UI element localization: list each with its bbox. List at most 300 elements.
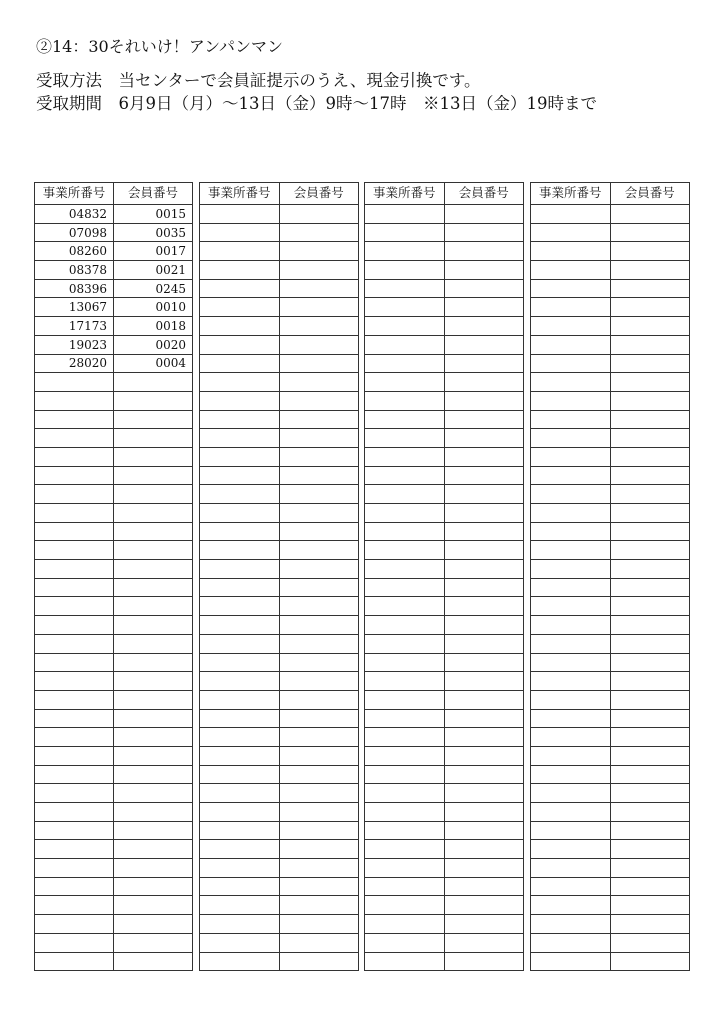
member-number-cell: [279, 279, 359, 298]
office-number-cell: [531, 429, 611, 448]
office-number-cell: [200, 784, 280, 803]
office-number-cell: [200, 896, 280, 915]
member-number-cell: [279, 466, 359, 485]
table-row: [365, 578, 524, 597]
member-number-cell: [444, 728, 524, 747]
office-number-cell: [531, 672, 611, 691]
member-number-cell: [279, 616, 359, 635]
member-number-cell: [610, 522, 690, 541]
member-number-cell: [444, 373, 524, 392]
member-number-cell: [610, 746, 690, 765]
table-row: [200, 466, 359, 485]
table-row: [365, 410, 524, 429]
member-number-cell: [114, 840, 193, 859]
member-number-cell: [444, 746, 524, 765]
column-header-member-number: 会員番号: [279, 183, 359, 205]
member-number-cell: [610, 859, 690, 878]
table-row: [531, 560, 690, 579]
member-number-cell: [279, 803, 359, 822]
table-row: [35, 784, 193, 803]
member-number-cell: [444, 298, 524, 317]
office-number-cell: [531, 877, 611, 896]
member-number-cell: [279, 485, 359, 504]
member-number-cell: [610, 672, 690, 691]
table-row: [531, 933, 690, 952]
office-number-cell: [531, 616, 611, 635]
member-number-cell: [444, 354, 524, 373]
member-number-cell: [610, 896, 690, 915]
office-number-cell: [531, 261, 611, 280]
table-row: [365, 859, 524, 878]
member-number-cell: [279, 597, 359, 616]
member-number-cell: [279, 933, 359, 952]
table-row: [35, 373, 193, 392]
member-number-cell: [610, 541, 690, 560]
member-number-cell: [610, 298, 690, 317]
table-row: [200, 728, 359, 747]
table-row: [200, 877, 359, 896]
office-number-cell: [200, 859, 280, 878]
winners-table-2: [199, 182, 359, 971]
table-row: [35, 447, 193, 466]
member-number-cell: [279, 952, 359, 971]
office-number-cell: [200, 391, 280, 410]
office-number-cell: [200, 466, 280, 485]
table-row: [35, 205, 193, 224]
table-header-row: [35, 183, 193, 205]
member-number-cell: [444, 391, 524, 410]
office-number-cell: 08260: [35, 242, 114, 261]
table-row: [35, 859, 193, 878]
table-row: [531, 784, 690, 803]
office-number-cell: [365, 821, 445, 840]
office-number-cell: [200, 242, 280, 261]
office-number-cell: 17173: [35, 317, 114, 336]
member-number-cell: [279, 317, 359, 336]
table-row: [531, 279, 690, 298]
office-number-cell: [365, 634, 445, 653]
member-number-cell: [610, 223, 690, 242]
table-row: [35, 821, 193, 840]
office-number-cell: [200, 653, 280, 672]
member-number-cell: [114, 765, 193, 784]
office-number-cell: [365, 746, 445, 765]
office-number-cell: [531, 541, 611, 560]
office-number-cell: [35, 410, 114, 429]
office-number-cell: [35, 840, 114, 859]
table-row: [365, 205, 524, 224]
member-number-cell: [114, 915, 193, 934]
table-row: [531, 485, 690, 504]
member-number-cell: [610, 915, 690, 934]
office-number-cell: [35, 634, 114, 653]
office-number-cell: [200, 728, 280, 747]
office-number-cell: [35, 485, 114, 504]
office-number-cell: [35, 429, 114, 448]
column-header-office-number: 事業所番号: [200, 183, 280, 205]
table-row: [200, 653, 359, 672]
office-number-cell: [365, 242, 445, 261]
office-number-cell: [531, 335, 611, 354]
office-number-cell: [35, 466, 114, 485]
table-row: [365, 466, 524, 485]
member-number-cell: [444, 522, 524, 541]
office-number-cell: [365, 541, 445, 560]
table-row: [365, 223, 524, 242]
table-row: [531, 821, 690, 840]
office-number-cell: [531, 690, 611, 709]
office-number-cell: [531, 391, 611, 410]
member-number-cell: [610, 597, 690, 616]
office-number-cell: [531, 597, 611, 616]
table-row: [200, 205, 359, 224]
member-number-cell: 0021: [114, 261, 193, 280]
office-number-cell: [200, 522, 280, 541]
office-number-cell: [531, 821, 611, 840]
member-number-cell: [444, 933, 524, 952]
table-row: [200, 578, 359, 597]
member-number-cell: [610, 952, 690, 971]
office-number-cell: [200, 915, 280, 934]
table-row: [531, 728, 690, 747]
table-row: [531, 765, 690, 784]
office-number-cell: [365, 466, 445, 485]
office-number-cell: [531, 952, 611, 971]
office-number-cell: [365, 522, 445, 541]
member-number-cell: [114, 821, 193, 840]
table-row: [35, 298, 193, 317]
pickup-period: 受取期間 6月9日（月）～13日（金）9時～17時 ※13日（金）19時まで: [36, 94, 597, 113]
office-number-cell: [35, 541, 114, 560]
member-number-cell: [279, 859, 359, 878]
table-row: [35, 896, 193, 915]
office-number-cell: [365, 373, 445, 392]
office-number-cell: [365, 410, 445, 429]
table-row: [200, 616, 359, 635]
member-number-cell: [279, 242, 359, 261]
table-row: [35, 765, 193, 784]
member-number-cell: [279, 504, 359, 523]
table-row: [365, 952, 524, 971]
table-row: [200, 279, 359, 298]
office-number-cell: [200, 373, 280, 392]
member-number-cell: [279, 373, 359, 392]
office-number-cell: [200, 616, 280, 635]
table-row: [200, 373, 359, 392]
member-number-cell: [279, 261, 359, 280]
office-number-cell: [200, 634, 280, 653]
member-number-cell: [610, 504, 690, 523]
member-number-cell: [279, 354, 359, 373]
table-row: [200, 242, 359, 261]
member-number-cell: [444, 877, 524, 896]
table-row: [531, 746, 690, 765]
member-number-cell: [279, 672, 359, 691]
table-row: [365, 616, 524, 635]
office-number-cell: [365, 335, 445, 354]
table-row: [35, 335, 193, 354]
office-number-cell: [365, 223, 445, 242]
column-header-member-number: 会員番号: [610, 183, 690, 205]
table-row: [365, 504, 524, 523]
table-row: [200, 709, 359, 728]
office-number-cell: [200, 410, 280, 429]
office-number-cell: [35, 877, 114, 896]
member-number-cell: [610, 317, 690, 336]
office-number-cell: [200, 223, 280, 242]
member-number-cell: [444, 784, 524, 803]
office-number-cell: [200, 298, 280, 317]
table-row: [531, 504, 690, 523]
member-number-cell: [444, 504, 524, 523]
member-number-cell: [610, 242, 690, 261]
office-number-cell: [200, 803, 280, 822]
member-number-cell: [114, 560, 193, 579]
member-number-cell: [279, 522, 359, 541]
table-row: [531, 915, 690, 934]
office-number-cell: [200, 597, 280, 616]
table-row: [365, 672, 524, 691]
member-number-cell: [114, 373, 193, 392]
office-number-cell: [365, 447, 445, 466]
member-number-cell: [279, 877, 359, 896]
office-number-cell: [365, 279, 445, 298]
member-number-cell: [444, 261, 524, 280]
member-number-cell: [114, 877, 193, 896]
member-number-cell: [114, 784, 193, 803]
table-row: [200, 746, 359, 765]
table-row: [35, 279, 193, 298]
office-number-cell: [35, 952, 114, 971]
office-number-cell: [35, 821, 114, 840]
member-number-cell: [610, 709, 690, 728]
office-number-cell: [35, 709, 114, 728]
table-row: [365, 560, 524, 579]
table-row: [35, 354, 193, 373]
office-number-cell: [200, 485, 280, 504]
member-number-cell: [114, 578, 193, 597]
table-row: [200, 298, 359, 317]
table-row: [365, 373, 524, 392]
member-number-cell: [114, 485, 193, 504]
table-row: [35, 429, 193, 448]
office-number-cell: [35, 690, 114, 709]
table-row: [35, 653, 193, 672]
table-row: [200, 504, 359, 523]
member-number-cell: [114, 803, 193, 822]
table-row: [365, 242, 524, 261]
table-row: [531, 578, 690, 597]
member-number-cell: [114, 522, 193, 541]
office-number-cell: [531, 896, 611, 915]
member-number-cell: [444, 466, 524, 485]
office-number-cell: [531, 653, 611, 672]
office-number-cell: [200, 877, 280, 896]
member-number-cell: [444, 859, 524, 878]
member-number-cell: [444, 429, 524, 448]
office-number-cell: [531, 298, 611, 317]
member-number-cell: [444, 242, 524, 261]
member-number-cell: [279, 728, 359, 747]
table-row: [35, 504, 193, 523]
member-number-cell: [114, 447, 193, 466]
table-row: [531, 373, 690, 392]
table-row: [531, 803, 690, 822]
member-number-cell: [610, 877, 690, 896]
office-number-cell: [365, 205, 445, 224]
office-number-cell: [365, 784, 445, 803]
table-row: [531, 429, 690, 448]
member-number-cell: [444, 279, 524, 298]
office-number-cell: [35, 597, 114, 616]
member-number-cell: [114, 690, 193, 709]
member-number-cell: [114, 429, 193, 448]
member-number-cell: [279, 915, 359, 934]
table-row: [35, 728, 193, 747]
office-number-cell: [531, 485, 611, 504]
office-number-cell: [365, 859, 445, 878]
member-number-cell: [114, 672, 193, 691]
table-row: [200, 335, 359, 354]
office-number-cell: [35, 784, 114, 803]
table-row: [531, 672, 690, 691]
table-row: [200, 429, 359, 448]
table-row: [531, 709, 690, 728]
table-row: [200, 859, 359, 878]
office-number-cell: 08396: [35, 279, 114, 298]
member-number-cell: [444, 335, 524, 354]
table-row: [200, 690, 359, 709]
office-number-cell: [200, 317, 280, 336]
table-row: [35, 223, 193, 242]
office-number-cell: [365, 915, 445, 934]
column-header-office-number: 事業所番号: [531, 183, 611, 205]
member-number-cell: [610, 578, 690, 597]
office-number-cell: [365, 597, 445, 616]
table-row: [35, 952, 193, 971]
office-number-cell: [531, 578, 611, 597]
office-number-cell: [531, 746, 611, 765]
member-number-cell: [279, 634, 359, 653]
table-row: [365, 541, 524, 560]
table-row: [35, 410, 193, 429]
office-number-cell: [365, 504, 445, 523]
member-number-cell: [444, 485, 524, 504]
table-row: [200, 541, 359, 560]
office-number-cell: [35, 746, 114, 765]
table-row: [365, 298, 524, 317]
office-number-cell: [365, 803, 445, 822]
table-row: [200, 410, 359, 429]
office-number-cell: [35, 447, 114, 466]
office-number-cell: [531, 840, 611, 859]
office-number-cell: [365, 653, 445, 672]
office-number-cell: [200, 709, 280, 728]
member-number-cell: [610, 373, 690, 392]
table-row: [531, 859, 690, 878]
table-row: [531, 952, 690, 971]
table-row: [531, 223, 690, 242]
member-number-cell: [610, 634, 690, 653]
table-row: [365, 653, 524, 672]
member-number-cell: [610, 784, 690, 803]
office-number-cell: [200, 952, 280, 971]
member-number-cell: [279, 709, 359, 728]
table-row: [200, 261, 359, 280]
table-row: [35, 485, 193, 504]
office-number-cell: [365, 840, 445, 859]
member-number-cell: [444, 709, 524, 728]
office-number-cell: 28020: [35, 354, 114, 373]
office-number-cell: [531, 410, 611, 429]
table-row: [365, 877, 524, 896]
table-row: [531, 597, 690, 616]
table-header-row: [200, 183, 359, 205]
office-number-cell: [531, 709, 611, 728]
table-row: [200, 354, 359, 373]
office-number-cell: [531, 317, 611, 336]
table-row: [200, 896, 359, 915]
table-row: [35, 391, 193, 410]
office-number-cell: [531, 859, 611, 878]
table-row: [531, 410, 690, 429]
table-row: [35, 597, 193, 616]
table-row: [200, 522, 359, 541]
table-row: [35, 522, 193, 541]
member-number-cell: [444, 915, 524, 934]
table-row: [35, 616, 193, 635]
member-number-cell: [444, 840, 524, 859]
office-number-cell: [35, 522, 114, 541]
table-row: [35, 541, 193, 560]
member-number-cell: [114, 597, 193, 616]
table-row: [35, 690, 193, 709]
member-number-cell: [279, 541, 359, 560]
table-row: [200, 391, 359, 410]
table-row: [200, 821, 359, 840]
office-number-cell: [365, 709, 445, 728]
office-number-cell: [365, 690, 445, 709]
member-number-cell: [444, 560, 524, 579]
office-number-cell: [365, 429, 445, 448]
member-number-cell: [610, 616, 690, 635]
table-row: [531, 242, 690, 261]
office-number-cell: [200, 205, 280, 224]
member-number-cell: [610, 803, 690, 822]
office-number-cell: [365, 261, 445, 280]
table-row: [200, 317, 359, 336]
member-number-cell: [444, 952, 524, 971]
column-header-member-number: 会員番号: [114, 183, 193, 205]
table-row: [200, 560, 359, 579]
table-row: [531, 634, 690, 653]
table-row: [35, 634, 193, 653]
table-row: [365, 728, 524, 747]
table-row: [365, 429, 524, 448]
office-number-cell: [35, 672, 114, 691]
office-number-cell: [531, 560, 611, 579]
table-row: [200, 223, 359, 242]
office-number-cell: [531, 373, 611, 392]
office-number-cell: [200, 746, 280, 765]
table-row: [35, 242, 193, 261]
member-number-cell: [279, 391, 359, 410]
office-number-cell: [35, 616, 114, 635]
table-row: [365, 447, 524, 466]
table-row: [200, 933, 359, 952]
column-header-member-number: 会員番号: [444, 183, 524, 205]
member-number-cell: [279, 578, 359, 597]
